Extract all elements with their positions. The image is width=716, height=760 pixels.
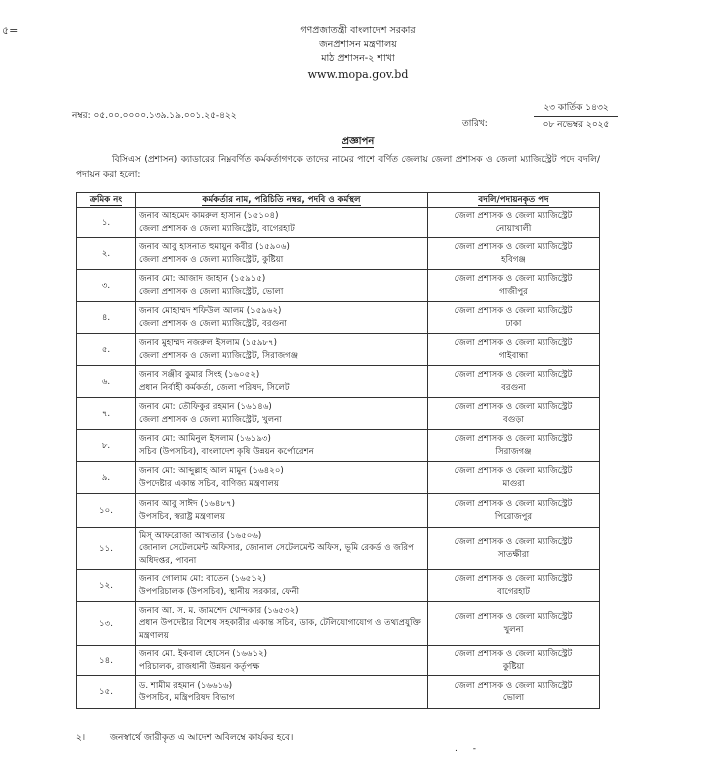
website: www.mopa.gov.bd bbox=[307, 68, 409, 81]
new-post-district: ভোলা bbox=[502, 693, 525, 703]
table-row bbox=[77, 302, 600, 334]
table-row bbox=[77, 366, 600, 398]
officer-current-post: জেলা প্রশাসক ও জেলা ম্যাজিস্ট্রেট, কুষ্টিয়া bbox=[139, 254, 284, 265]
row-serial: ১. bbox=[77, 208, 136, 238]
new-post-title: জেলা প্রশাসক ও জেলা ম্যাজিস্ট্রেট bbox=[454, 274, 573, 284]
row-new-post bbox=[428, 676, 600, 709]
row-new-post bbox=[428, 528, 600, 570]
row-officer bbox=[136, 302, 428, 334]
table-row bbox=[77, 570, 600, 602]
header-officer bbox=[136, 193, 428, 208]
officer-name: জনাব মোহাম্মদ শফিউল আলম (১৫৯৬২) bbox=[139, 306, 282, 316]
corner-mark: ৫= bbox=[2, 24, 19, 37]
new-post-title: জেলা প্রশাসক ও জেলা ম্যাজিস্ট্রেট bbox=[454, 242, 573, 252]
new-post-title: জেলা প্রশাসক ও জেলা ম্যাজিস্ট্রেট bbox=[454, 574, 573, 584]
document-title bbox=[0, 134, 716, 151]
row-new-post bbox=[428, 334, 600, 366]
row-serial: ১৩. bbox=[77, 602, 136, 646]
row-serial: ১২. bbox=[77, 570, 136, 602]
row-new-post bbox=[428, 208, 600, 238]
header-serial-text: ক্রমিক নং bbox=[89, 195, 123, 205]
new-post-district: পিরোজপুর bbox=[494, 511, 533, 522]
header-post bbox=[428, 193, 600, 208]
row-serial: ১১. bbox=[77, 528, 136, 570]
row-officer bbox=[136, 366, 428, 398]
new-post-district: মাগুরা bbox=[502, 478, 525, 489]
row-officer bbox=[136, 238, 428, 270]
table-row bbox=[77, 646, 600, 676]
new-post-district: কুষ্টিয়া bbox=[502, 661, 525, 672]
row-new-post bbox=[428, 462, 600, 494]
row-serial: ৫. bbox=[77, 334, 136, 366]
table-row bbox=[77, 270, 600, 302]
row-new-post bbox=[428, 602, 600, 646]
row-officer bbox=[136, 462, 428, 494]
new-post-title: জেলা প্রশাসক ও জেলা ম্যাজিস্ট্রেট bbox=[454, 370, 573, 380]
row-officer bbox=[136, 676, 428, 709]
row-officer bbox=[136, 528, 428, 570]
new-post-district: খুলনা bbox=[503, 624, 524, 635]
officer-current-post: উপসচিব, মন্ত্রিপরিষদ বিভাগ bbox=[139, 693, 235, 703]
new-post-title: জেলা প্রশাসক ও জেলা ম্যাজিস্ট্রেট bbox=[454, 306, 573, 316]
row-serial: ১৪. bbox=[77, 646, 136, 676]
new-post-district: বগুড়া bbox=[502, 414, 525, 425]
date-bangla: ২৩ কার্তিক ১৪৩২ bbox=[534, 100, 618, 117]
row-serial: ৭. bbox=[77, 398, 136, 430]
header-post-text: বদলি/পদায়নকৃত পদ bbox=[478, 195, 549, 205]
row-new-post bbox=[428, 270, 600, 302]
footer-number: ২। bbox=[76, 733, 86, 743]
row-serial: ১০. bbox=[77, 494, 136, 528]
memo-number: নম্বর: ০৫.০০.০০০০.১৩৯.১৯.০০১.২৫-৪২২ bbox=[72, 111, 237, 121]
officer-current-post: জেলা প্রশাসক ও জেলা ম্যাজিস্ট্রেট, ভোলা bbox=[139, 286, 284, 297]
officer-name: জনাব গোলাম মো: বাতেন (১৬৫১২) bbox=[139, 574, 266, 584]
new-post-title: জেলা প্রশাসক ও জেলা ম্যাজিস্ট্রেট bbox=[454, 338, 573, 348]
officer-name: জনাব মো. ইকবাল হোসেন (১৬৬১২) bbox=[139, 649, 268, 659]
officer-current-post: জেলা প্রশাসক ও জেলা ম্যাজিস্ট্রেট, খুলনা bbox=[139, 414, 282, 425]
officer-name: জনাব মুহাম্মদ নজরুল ইসলাম (১৫৯৮৭) bbox=[139, 338, 277, 348]
officer-current-post: জেলা প্রশাসক ও জেলা ম্যাজিস্ট্রেট, সিরাজগঞ্জ bbox=[139, 350, 299, 361]
date-gregorian: ০৮ নভেম্বর ২০২৫ bbox=[542, 120, 610, 130]
row-officer bbox=[136, 646, 428, 676]
new-post-district: নোয়াখালী bbox=[495, 223, 532, 234]
row-serial: ৬. bbox=[77, 366, 136, 398]
row-new-post bbox=[428, 366, 600, 398]
officer-current-post: উপসচিব, স্বরাষ্ট্র মন্ত্রণালয় bbox=[139, 511, 226, 522]
row-serial: ৮. bbox=[77, 430, 136, 462]
officer-current-post: প্রধান নির্বাহী কর্মকর্তা, জেলা পরিষদ, সিলেট bbox=[139, 382, 290, 393]
row-officer bbox=[136, 398, 428, 430]
officer-current-post: পরিচালক, রাজধানী উন্নয়ন কর্তৃপক্ষ bbox=[139, 661, 260, 672]
new-post-title: জেলা প্রশাসক ও জেলা ম্যাজিস্ট্রেট bbox=[454, 211, 573, 221]
officer-name: জনাব মো: আমিনুল ইসলাম (১৬১৯৩) bbox=[139, 434, 271, 444]
officer-name: মিস্ আফরোজা আখতার (১৬৫০৬) bbox=[139, 530, 262, 541]
government-name: গণপ্রজাতন্ত্রী বাংলাদেশ সরকার bbox=[300, 25, 416, 36]
officer-current-post: উপপরিচালক (উপসচিব), স্থানীয় সরকার, ফেনী bbox=[139, 586, 300, 597]
new-post-district: বরগুনা bbox=[501, 382, 526, 393]
row-officer bbox=[136, 570, 428, 602]
table-row bbox=[77, 334, 600, 366]
date-label: তারিখ: bbox=[462, 119, 488, 129]
row-serial: ২. bbox=[77, 238, 136, 270]
row-serial: ৩. bbox=[77, 270, 136, 302]
new-post-district: গাইবান্ধা bbox=[498, 350, 529, 361]
transfer-table bbox=[76, 192, 600, 709]
new-post-title: জেলা প্রশাসক ও জেলা ম্যাজিস্ট্রেট bbox=[454, 466, 573, 476]
row-officer bbox=[136, 270, 428, 302]
table-row bbox=[77, 676, 600, 709]
new-post-title: জেলা প্রশাসক ও জেলা ম্যাজিস্ট্রেট bbox=[454, 537, 573, 547]
officer-current-post: জোনাল সেটেলমেন্ট অফিসার, জোনাল সেটেলমেন্ট অফিস, ভূমি রেকর্ড ও জরিপ অধিদপ্তর, পাবনা bbox=[139, 543, 414, 566]
officer-name: জনাব আবু হাসনাত হুমায়ুন কবীর (১৫৯০৬) bbox=[139, 242, 290, 252]
officer-name: জনাব মো: আব্দুল্লাহ আল মামুন (১৬৪২০) bbox=[139, 466, 284, 476]
officer-current-post: প্রধান উপদেষ্টার বিশেষ সহকারীর একান্ত সচিব, ডাক, টেলিযোগাযোগ ও তথ্যপ্রযুক্তি মন্ত্রণালয় bbox=[139, 618, 421, 641]
officer-name: জনাব সঞ্জীব কুমার সিংহ (১৬০৫২) bbox=[139, 370, 260, 380]
footer-clause bbox=[76, 730, 293, 745]
table-header-row bbox=[77, 193, 600, 208]
officer-current-post: উপদেষ্টার একান্ত সচিব, বাণিজ্য মন্ত্রণালয় bbox=[139, 478, 280, 489]
row-new-post bbox=[428, 494, 600, 528]
table-row bbox=[77, 602, 600, 646]
row-serial: ১৫. bbox=[77, 676, 136, 709]
new-post-district: বাগেরহাট bbox=[497, 586, 530, 597]
officer-current-post: সচিব (উপসচিব), বাংলাদেশ কৃষি উন্নয়ন কর্পোরেশন bbox=[139, 446, 314, 457]
row-new-post bbox=[428, 238, 600, 270]
title-text: প্রজ্ঞাপন bbox=[341, 136, 375, 147]
header-officer-text: কর্মকর্তার নাম, পরিচিতি নম্বর, পদবি ও কর্মস্থল bbox=[202, 195, 361, 205]
new-post-district: হবিগঞ্জ bbox=[501, 254, 526, 265]
new-post-district: ঢাকা bbox=[505, 318, 522, 329]
row-officer bbox=[136, 430, 428, 462]
new-post-title: জেলা প্রশাসক ও জেলা ম্যাজিস্ট্রেট bbox=[454, 680, 573, 691]
table-row bbox=[77, 398, 600, 430]
table-row bbox=[77, 238, 600, 270]
new-post-district: গাজীপুর bbox=[499, 286, 528, 297]
intro-paragraph: বিসিএস (প্রশাসন) ক্যাডারের নিম্নবর্ণিত কর্মকর্তাগণকে তাদের নামের পাশে বর্ণিত জেলায় জেলা প্রশাসক ও জেলা ম্যাজিস্ট্রেট পদে বদলি/ পদায়ন করা হলো: bbox=[76, 155, 600, 180]
row-officer bbox=[136, 494, 428, 528]
officer-name: ড. শামীম রহমান (১৬৬১৬) bbox=[139, 680, 233, 691]
officer-current-post: জেলা প্রশাসক ও জেলা ম্যাজিস্ট্রেট, বাগেরহাট bbox=[139, 223, 295, 234]
trailing-marks: . - bbox=[455, 744, 482, 754]
table-row bbox=[77, 462, 600, 494]
ministry-name: জনপ্রশাসন মন্ত্রণালয় bbox=[319, 39, 397, 50]
officer-name: জনাব আবু সাঈদ (১৬৪৮৭) bbox=[139, 499, 235, 509]
officer-name: জনাব মো: আজাদ জাহান (১৫৯১৫) bbox=[139, 274, 266, 284]
row-new-post bbox=[428, 646, 600, 676]
row-serial: ৪. bbox=[77, 302, 136, 334]
table-row bbox=[77, 208, 600, 238]
new-post-district: সিরাজগঞ্জ bbox=[495, 446, 532, 457]
row-new-post bbox=[428, 570, 600, 602]
letterhead bbox=[0, 24, 716, 82]
row-serial: ৯. bbox=[77, 462, 136, 494]
table-row bbox=[77, 528, 600, 570]
new-post-district: সাতক্ষীরা bbox=[497, 549, 530, 560]
row-officer bbox=[136, 602, 428, 646]
header-serial bbox=[77, 193, 136, 208]
officer-name: জনাব আ. স. ম. জামশেদ খোন্দকার (১৬৫৩২) bbox=[139, 605, 299, 616]
new-post-title: জেলা প্রশাসক ও জেলা ম্যাজিস্ট্রেট bbox=[454, 649, 573, 659]
footer-text: জনস্বার্থে জারীকৃত এ আদেশ অবিলম্বে কার্যকর হবে। bbox=[110, 733, 294, 743]
table-row bbox=[77, 430, 600, 462]
table-row bbox=[77, 494, 600, 528]
row-new-post bbox=[428, 302, 600, 334]
row-officer bbox=[136, 208, 428, 238]
officer-current-post: জেলা প্রশাসক ও জেলা ম্যাজিস্ট্রেট, বরগুনা bbox=[139, 318, 287, 329]
new-post-title: জেলা প্রশাসক ও জেলা ম্যাজিস্ট্রেট bbox=[454, 612, 573, 622]
officer-name: জনাব মো: তৌফিকুর রহমান (১৬১৪৬) bbox=[139, 402, 272, 412]
new-post-title: জেলা প্রশাসক ও জেলা ম্যাজিস্ট্রেট bbox=[454, 402, 573, 412]
section-name: মাঠ প্রশাসন-২ শাখা bbox=[321, 53, 395, 64]
officer-name: জনাব আহমেদ কামরুল হাসান (১৫১০৪) bbox=[139, 211, 279, 221]
row-new-post bbox=[428, 398, 600, 430]
row-officer bbox=[136, 334, 428, 366]
row-new-post bbox=[428, 430, 600, 462]
new-post-title: জেলা প্রশাসক ও জেলা ম্যাজিস্ট্রেট bbox=[454, 434, 573, 444]
new-post-title: জেলা প্রশাসক ও জেলা ম্যাজিস্ট্রেট bbox=[454, 499, 573, 509]
